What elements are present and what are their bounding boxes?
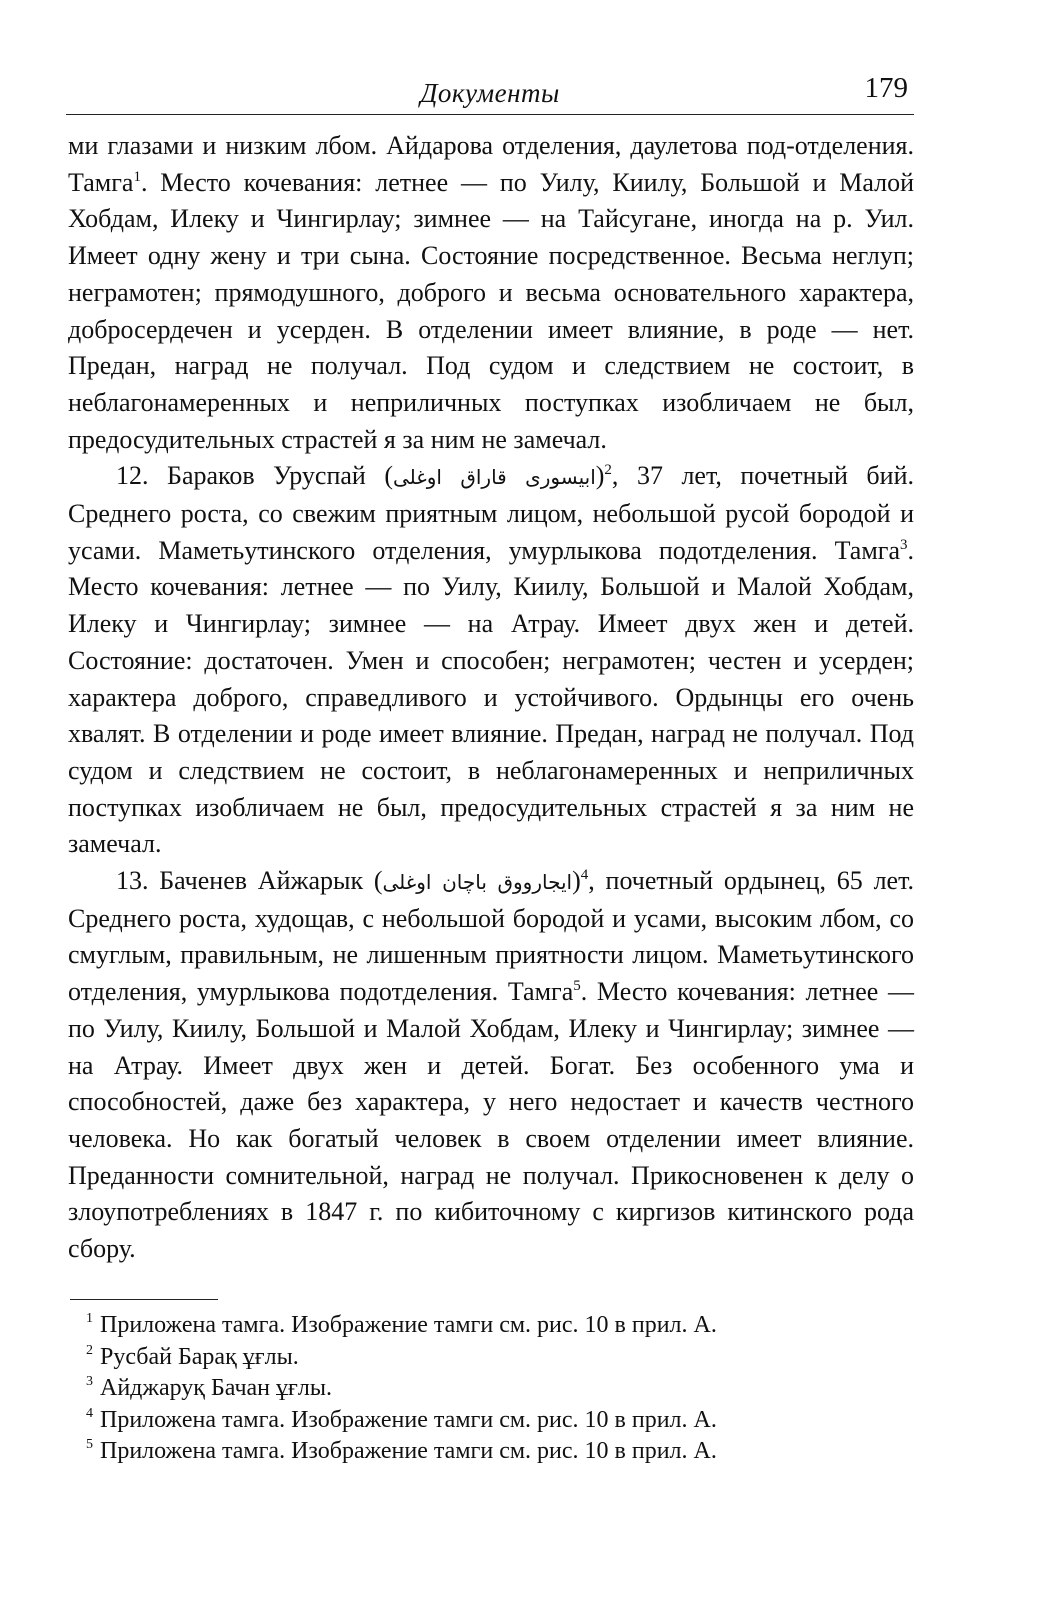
paragraph-text: ) <box>595 461 605 491</box>
footnote-ref: 4 <box>580 867 589 884</box>
footnote-number: 3 <box>86 1374 93 1389</box>
paragraph-text: . Место кочевания: летнее — по Уилу, Киилу, Большой и Малой Хобдам, Илеку и Чингирлау; зимнее — на Тайсугане, иногда на р. Уил. Имеет одну жену и три сына. Состояние посредственное. Весьма неглуп; неграмотен; прямодушного, доброго и весьма основательного характера, добросердечен и усерден. В отделении имеет влияние, в роде — нет. Предан, наград не получал. Под судом и следствием не состоит, в неблагонамеренных и неприличных поступках изобличаем не был, предосудительных страстей я за ним не замечал. <box>68 167 914 454</box>
paragraph-entry-13 <box>68 863 914 1268</box>
paragraph-text: 12. Бараков Уруспай ( <box>116 461 393 491</box>
footnote-number: 2 <box>86 1342 93 1358</box>
arabic-name: ایجارووق باچان اوغلی <box>382 870 573 895</box>
footnote-number: 1 <box>86 1311 93 1326</box>
page-number: 179 <box>864 72 908 104</box>
paragraph-entry-12 <box>68 458 914 863</box>
footnote-item <box>86 1373 900 1405</box>
paragraph-continuation <box>68 128 914 458</box>
footnote-text: Приложена тамга. Изображение тамги см. рис. 10 в прил. А. <box>100 1312 717 1338</box>
footnote-item <box>86 1436 900 1468</box>
main-text <box>68 128 914 1268</box>
footnote-number: 5 <box>86 1437 93 1452</box>
paragraph-text: , почетный ордынец, 65 лет. Среднего роста, худощав, с небольшой бородой и усами, высоким лбом, со смуглым, правильным, не лишенным приятности лицом. Маметьутинского отделения, умурлыкова подотделения. Тамга <box>68 866 914 1007</box>
arabic-name: ابيسوری قاراق اوغلی <box>393 465 596 490</box>
page-header <box>66 70 914 115</box>
paragraph-text: , 37 лет, почетный бий. Среднего роста, со свежим приятным лицом, небольшой русой бородой и усами. Маметьутинского отделения, умурлыкова подотделения. Тамга <box>68 461 914 565</box>
footnotes <box>86 1310 900 1468</box>
footnote-text: Айджаруқ Бачан ұғлы. <box>100 1375 332 1401</box>
running-title: Документы <box>420 78 560 108</box>
paragraph-text: . Место кочевания: летнее — по Уилу, Киилу, Большой и Малой Хобдам, Илеку и Чингирлау; зимнее — на Атрау. Имеет двух жен и детей. Богат. Без особенного ума и способностей, даже без характера, у него недостает и качеств честного человека. Но как богатый человек в своем отделении имеет влияние. Преданности сомнительной, наград не получал. Прикосновенен к делу о злоупотреблениях в 1847 г. по кибиточному с киргизов китинского рода сбору. <box>68 977 914 1264</box>
footnote-item <box>86 1405 900 1437</box>
paragraph-text: ) <box>572 866 581 896</box>
footnote-ref: 5 <box>573 978 581 995</box>
footnote-text: Русбай Барақ ұғлы. <box>100 1343 299 1370</box>
footnote-ref: 3 <box>900 536 908 553</box>
footnote-text: Приложена тамга. Изображение тамги см. рис. 10 в прил. А. <box>100 1406 717 1433</box>
footnote-item <box>86 1310 900 1342</box>
footnote-ref: 2 <box>604 462 612 479</box>
paragraph-text: . Место кочевания: летнее — по Уилу, Киилу, Большой и Малой Хобдам, Илеку и Чингирлау; зимнее — на Атрау. Имеет двух жен и детей. Состояние: достаточен. Умен и способен; неграмотен; честен и усерден; характера доброго, справедливого и устойчивого. Ордынцы его очень хвалят. В отделении и роде имеет влияние. Предан, наград не получал. Под судом и следствием не состоит, в неблагонамеренных и неприличных поступках изобличаем не был, предосудительных страстей я за ним не замечал. <box>68 535 914 859</box>
footnote-ref: 1 <box>133 168 141 185</box>
footnote-item <box>86 1342 900 1374</box>
paragraph-text: 13. Баченев Айжарык ( <box>116 866 383 896</box>
paragraph-text: ми глазами и низким лбом. Айдарова отделения, даулетова под-отделения. Тамга <box>68 131 914 197</box>
footnote-number: 4 <box>86 1405 93 1421</box>
footnote-text: Приложена тамга. Изображение тамги см. рис. 10 в прил. А. <box>100 1438 717 1464</box>
footnote-divider <box>70 1299 218 1300</box>
